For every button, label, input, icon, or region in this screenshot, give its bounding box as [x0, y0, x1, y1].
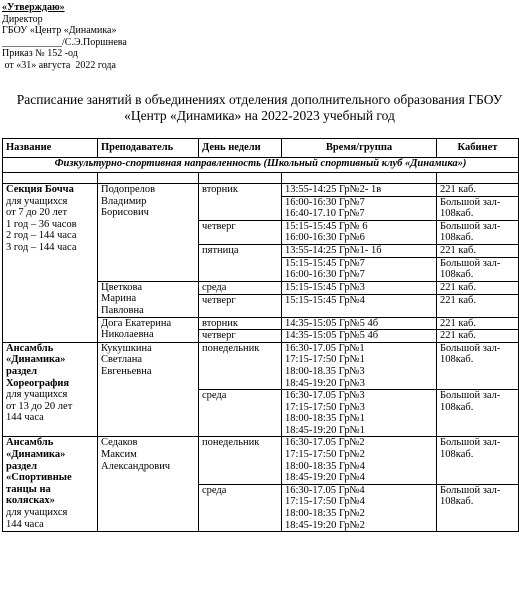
day-cell: среда: [199, 390, 282, 437]
time-line: 16:00-16:30 Гр№6: [285, 232, 365, 244]
wheel-name-cell: [3, 437, 98, 532]
room-line: 221 каб.: [440, 317, 476, 329]
teacher-name: Дога Екатерина: [101, 317, 172, 329]
time-cell: [282, 342, 437, 389]
room-line: Большой зал-: [440, 257, 501, 269]
time-line: 18:45-19:20 Гр№4: [285, 472, 365, 484]
room-cell: [437, 330, 519, 343]
time-line: 15:15-15:45 Гр№4: [285, 294, 365, 306]
room-line: 108каб.: [440, 496, 474, 508]
teacher-cell: [98, 184, 199, 282]
choreo-name-cell: [3, 342, 98, 437]
time-line: 18:45-19:20 Гр№1: [285, 424, 365, 436]
boccia-name-cell: [3, 184, 98, 343]
boccia-desc: 2 год – 144 часа: [6, 230, 77, 242]
time-line: 18:45-19:20 Гр№3: [285, 377, 365, 389]
time-cell: [282, 244, 437, 257]
time-cell: [282, 437, 437, 484]
time-line: 16:30-17.05 Гр№2: [285, 437, 365, 449]
time-cell: [282, 317, 437, 330]
choreo-desc: 144 часа: [6, 412, 44, 424]
room-line: 221 каб.: [440, 281, 476, 293]
room-cell: [437, 257, 519, 281]
title-line-1: Расписание занятий в объединениях отделения дополнительного образования ГБОУ: [16, 92, 503, 107]
room-line: 108каб.: [440, 354, 474, 366]
room-line: 108каб.: [440, 269, 474, 281]
choreo-name: Ансамбль: [6, 342, 54, 354]
time-line: 17:15-17:50 Гр№2: [285, 449, 365, 461]
day-cell: вторник: [199, 184, 282, 221]
header-time: Время/группа: [282, 139, 437, 158]
teacher-name: Светлана: [101, 354, 143, 366]
wheel-name: «Динамика»: [6, 449, 66, 461]
table-row: [3, 342, 519, 389]
approval-block: [2, 2, 127, 71]
room-cell: [437, 342, 519, 389]
room-line: Большой зал-: [440, 484, 501, 496]
teacher-cell: [98, 342, 199, 437]
header-teacher: Преподаватель: [98, 139, 199, 158]
spacer-row: [3, 173, 519, 184]
time-cell: [282, 484, 437, 531]
day-cell: понедельник: [199, 342, 282, 389]
section-row: [3, 158, 519, 173]
approval-date: от «31» августа 2022 года: [2, 59, 116, 71]
teacher-name: Максим: [101, 449, 137, 461]
time-cell: [282, 294, 437, 317]
header-name: Название: [3, 139, 98, 158]
room-line: 108каб.: [440, 208, 474, 220]
table-row: [3, 184, 519, 197]
boccia-desc: от 7 до 20 лет: [6, 207, 68, 219]
approval-order: Приказ № 152 -од: [2, 48, 78, 59]
time-line: 17:15-17:50 Гр№4: [285, 496, 365, 508]
room-line: 108каб.: [440, 232, 474, 244]
header-room: Кабинет: [437, 139, 519, 158]
time-line: 14:35-15:05 Гр№5 4б: [285, 330, 379, 342]
day-cell: четверг: [199, 220, 282, 244]
time-cell: [282, 281, 437, 294]
room-cell: [437, 317, 519, 330]
time-line: 16:30-17.05 Гр№1: [285, 342, 365, 354]
teacher-name: Подопрелов: [101, 184, 156, 195]
room-line: Большой зал-: [440, 220, 501, 232]
teacher-name: Евгеньевна: [101, 365, 152, 377]
room-line: Большой зал-: [440, 342, 501, 354]
day-cell: вторник: [199, 317, 282, 330]
time-line: 18:45-19:20 Гр№2: [285, 519, 365, 531]
day-cell: понедельник: [199, 437, 282, 484]
time-line: 18:00-18.35 Гр№3: [285, 365, 365, 377]
day-cell: среда: [199, 281, 282, 294]
wheel-name: «Спортивные: [6, 472, 72, 484]
header-day: День недели: [199, 139, 282, 158]
time-line: 16:40-17.10 Гр№7: [285, 208, 365, 220]
teacher-name: Александрович: [101, 460, 171, 472]
section-title: Физкультурно-спортивная направленность (Школьный спортивный клуб «Динамика»): [3, 158, 519, 173]
boccia-desc: 3 год – 144 часа: [6, 241, 77, 253]
time-line: 15:15-15:45 Гр№ 6: [285, 220, 368, 232]
choreo-desc: от 13 до 20 лет: [6, 400, 73, 412]
day-cell: четверг: [199, 294, 282, 317]
time-line: 16:00-16:30 Гр№7: [285, 196, 365, 208]
time-cell: [282, 330, 437, 343]
choreo-name: «Динамика»: [6, 354, 66, 366]
room-cell: [437, 281, 519, 294]
time-line: 17:15-17:50 Гр№3: [285, 401, 365, 413]
time-line: 15:15-15:45 Гр№7: [285, 257, 365, 269]
boccia-desc: 1 год – 36 часов: [6, 218, 77, 230]
boccia-name: Секция Бочча: [6, 184, 74, 195]
approval-signature: ____________/С.Э.Поршнева: [2, 36, 127, 48]
time-cell: [282, 390, 437, 437]
room-line: 221 каб.: [440, 244, 476, 256]
teacher-name: Седаков: [101, 437, 138, 449]
teacher-name: Павловна: [101, 304, 144, 316]
teacher-cell: [98, 317, 199, 342]
room-line: 108каб.: [440, 401, 474, 413]
room-cell: [437, 390, 519, 437]
page-title: [0, 92, 519, 123]
time-cell: [282, 196, 437, 220]
approval-position: Директор: [2, 13, 43, 25]
room-line: Большой зал-: [440, 196, 501, 208]
time-line: 15:15-15:45 Гр№3: [285, 281, 365, 293]
time-line: 18:00-18:35 Гр№2: [285, 508, 365, 520]
table-row: [3, 437, 519, 484]
wheel-desc: для учащихся: [6, 507, 68, 519]
approval-org: ГБОУ «Центр «Динамика»: [2, 25, 117, 36]
time-line: 16:30-17.05 Гр№4: [285, 484, 365, 496]
time-cell: [282, 257, 437, 281]
room-line: Большой зал-: [440, 437, 501, 449]
teacher-name: Цветкова: [101, 281, 143, 293]
wheel-name: Ансамбль: [6, 437, 54, 449]
boccia-desc: для учащихся: [6, 195, 68, 207]
day-cell: четверг: [199, 330, 282, 343]
time-line: 16:00-16:30 Гр№7: [285, 269, 365, 281]
time-cell: [282, 220, 437, 244]
time-line: 16:30-17.05 Гр№3: [285, 390, 365, 402]
teacher-name: Кукушкина: [101, 342, 152, 354]
room-cell: [437, 220, 519, 244]
teacher-cell: [98, 281, 199, 317]
room-cell: [437, 484, 519, 531]
room-cell: [437, 294, 519, 317]
header-row: [3, 139, 519, 158]
approval-heading: «Утверждаю»: [2, 2, 65, 13]
room-line: Большой зал-: [440, 390, 501, 402]
time-line: 18:00-18:35 Гр№4: [285, 460, 365, 472]
choreo-desc: для учащихся: [6, 389, 68, 401]
room-line: 108каб.: [440, 449, 474, 461]
teacher-name: Николаевна: [101, 329, 154, 341]
time-line: 17:15-17:50 Гр№1: [285, 354, 365, 366]
teacher-name: Марина: [101, 293, 137, 305]
room-line: 221 каб.: [440, 184, 476, 195]
day-cell: пятница: [199, 244, 282, 281]
choreo-name: раздел: [6, 365, 37, 377]
wheel-name: колясках»: [6, 495, 55, 507]
title-line-2: «Центр «Динамика» на 2022-2023 учебный год: [124, 107, 395, 123]
wheel-desc: 144 часа: [6, 518, 44, 530]
time-line: 13:55-14:25 Гр№2- 1в: [285, 184, 382, 195]
room-cell: [437, 184, 519, 197]
teacher-name: Борисович: [101, 207, 149, 219]
room-line: 221 каб.: [440, 294, 476, 306]
teacher-name: Владимир: [101, 195, 147, 207]
room-cell: [437, 244, 519, 257]
time-cell: [282, 184, 437, 197]
schedule-table: [2, 138, 519, 532]
room-line: 221 каб.: [440, 330, 476, 342]
time-line: 13:55-14:25 Гр№1- 1б: [285, 244, 382, 256]
teacher-cell: [98, 437, 199, 532]
room-cell: [437, 196, 519, 220]
time-line: 18:00-18:35 Гр№1: [285, 413, 365, 425]
time-line: 14:35-15:05 Гр№5 4б: [285, 317, 379, 329]
wheel-name: раздел: [6, 460, 37, 472]
choreo-name: Хореография: [6, 377, 70, 389]
room-cell: [437, 437, 519, 484]
wheel-name: танцы на: [6, 483, 51, 495]
day-cell: среда: [199, 484, 282, 531]
